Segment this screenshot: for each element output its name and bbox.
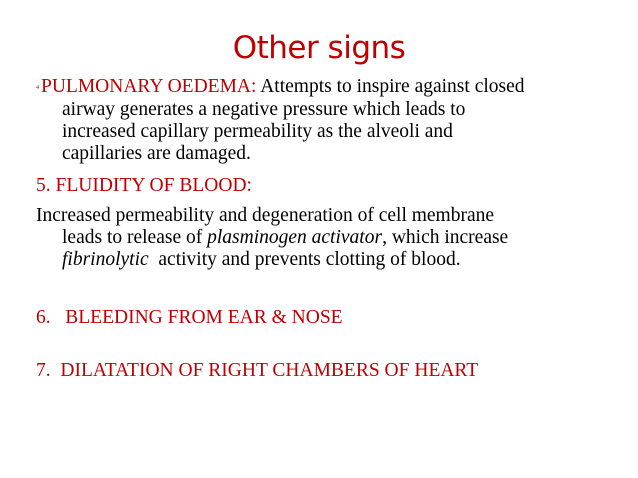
item-5-line-3 — [36, 249, 616, 271]
item-6-bleeding: 6. BLEEDING FROM EAR & NOSE — [36, 307, 343, 328]
item-4-heading: PULMONARY OEDEMA: — [41, 76, 257, 97]
item-5-line-2-italic: plasminogen activator — [207, 227, 383, 248]
item-4-first-line — [36, 76, 616, 99]
item-4-number: 4 — [36, 84, 39, 91]
item-5-line-3-italic: fibrinolytic — [62, 249, 149, 270]
item-5-line-2 — [36, 227, 616, 249]
item-5-line-2-pre: leads to release of — [62, 227, 208, 248]
item-5-line-2-post: , which increase — [382, 227, 509, 248]
item-4-line-4: capillaries are damaged. — [62, 142, 251, 164]
item-5-line-3-post: activity and prevents clotting of blood. — [148, 249, 461, 270]
item-4-line-3: increased capillary permeability as the alveoli and — [62, 120, 453, 142]
item-5-heading: 5. FLUIDITY OF BLOOD: — [36, 175, 252, 196]
item-5-line-1: Increased permeability and degeneration of cell membrane — [36, 205, 495, 226]
item-7-dilatation: 7. DILATATION OF RIGHT CHAMBERS OF HEART — [36, 360, 479, 381]
item-4-line-2: airway generates a negative pressure which leads to — [62, 98, 466, 120]
item-pulmonary-oedema — [36, 76, 616, 165]
item-4-line-1: Attempts to inspire against closed — [256, 76, 525, 97]
slide-title: Other signs — [232, 30, 406, 66]
item-fluidity-of-blood — [36, 205, 616, 271]
